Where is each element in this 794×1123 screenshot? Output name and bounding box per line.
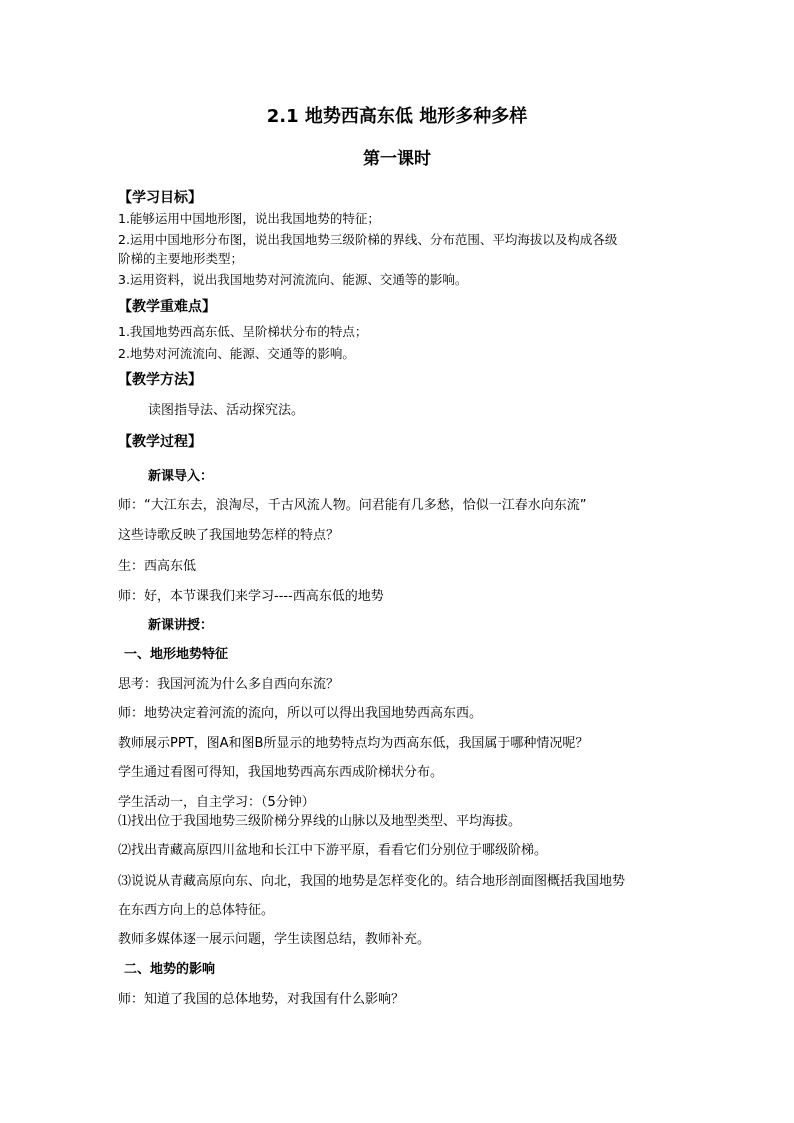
lesson-line: 学生通过看图可得知，我国地势西高东西成阶梯状分布。 bbox=[118, 765, 444, 780]
lesson-line: 师：地势决定着河流的流向，所以可以得出我国地势西高东西。 bbox=[118, 706, 483, 721]
lesson-line: 教师多媒体逐一展示问题，学生读图总结，教师补充。 bbox=[118, 932, 431, 947]
lesson-line: ⑵找出青藏高原四川盆地和长江中下游平原，看看它们分别位于哪级阶梯。 bbox=[118, 843, 548, 858]
intro-heading: 新课导入： bbox=[148, 469, 214, 484]
part2-heading: 二、地势的影响 bbox=[124, 962, 216, 977]
dialogue-line: 这些诗歌反映了我国地势怎样的特点？ bbox=[118, 528, 340, 543]
lesson-title: 2.1 地势西高东低 地形多种多样 bbox=[266, 106, 528, 127]
objective-item: 3.运用资料，说出我国地势对河流流向、能源、交通等的影响。 bbox=[118, 272, 468, 287]
process-heading: 【教学过程】 bbox=[118, 434, 202, 450]
objectives-heading: 【学习目标】 bbox=[118, 190, 202, 206]
methods-text: 读图指导法、活动探究法。 bbox=[148, 403, 305, 418]
lecture-heading: 新课讲授： bbox=[148, 618, 214, 633]
objective-item: 1.能够运用中国地形图，说出我国地势的特征； bbox=[118, 211, 380, 226]
methods-heading: 【教学方法】 bbox=[118, 372, 202, 388]
keypoints-heading: 【教学重难点】 bbox=[118, 299, 216, 315]
lesson-subtitle: 第一课时 bbox=[363, 149, 431, 169]
objective-item: 2.运用中国地形分布图，说出我国地势三级阶梯的界线、分布范围、平均海拔以及构成各级 bbox=[118, 232, 618, 247]
dialogue-line: 师：好，本节课我们来学习----西高东低的地势 bbox=[118, 589, 384, 604]
lesson-line: 思考：我国河流为什么多自西向东流？ bbox=[118, 677, 340, 692]
part1-heading: 一、地形地势特征 bbox=[124, 647, 229, 662]
keypoint-item: 2.地势对河流流向、能源、交通等的影响。 bbox=[118, 346, 355, 361]
lesson-line: 师：知道了我国的总体地势，对我国有什么影响？ bbox=[118, 992, 405, 1007]
keypoint-item: 1.我国地势西高东低、呈阶梯状分布的特点； bbox=[118, 324, 368, 339]
lesson-line: 教师展示PPT，图A和图B所显示的地势特点均为西高东低，我国属于哪种情况呢？ bbox=[118, 736, 589, 751]
dialogue-line: 生：西高东低 bbox=[118, 559, 197, 574]
lesson-line: ⑴找出位于我国地势三级阶梯分界线的山脉以及地型类型、平均海拔。 bbox=[118, 814, 522, 829]
objective-item: 阶梯的主要地形类型； bbox=[118, 251, 244, 266]
lesson-line: 学生活动一，自主学习：（5分钟） bbox=[118, 795, 315, 810]
lesson-line: ⑶说说从青藏高原向东、向北，我国的地势是怎样变化的。结合地形剖面图概括我国地势 bbox=[118, 874, 626, 889]
lesson-line: 在东西方向上的总体特征。 bbox=[118, 903, 275, 918]
dialogue-line: 师：“大江东去，浪淘尽，千古风流人物。问君能有几多愁，恰似一江春水向东流” bbox=[118, 498, 587, 513]
